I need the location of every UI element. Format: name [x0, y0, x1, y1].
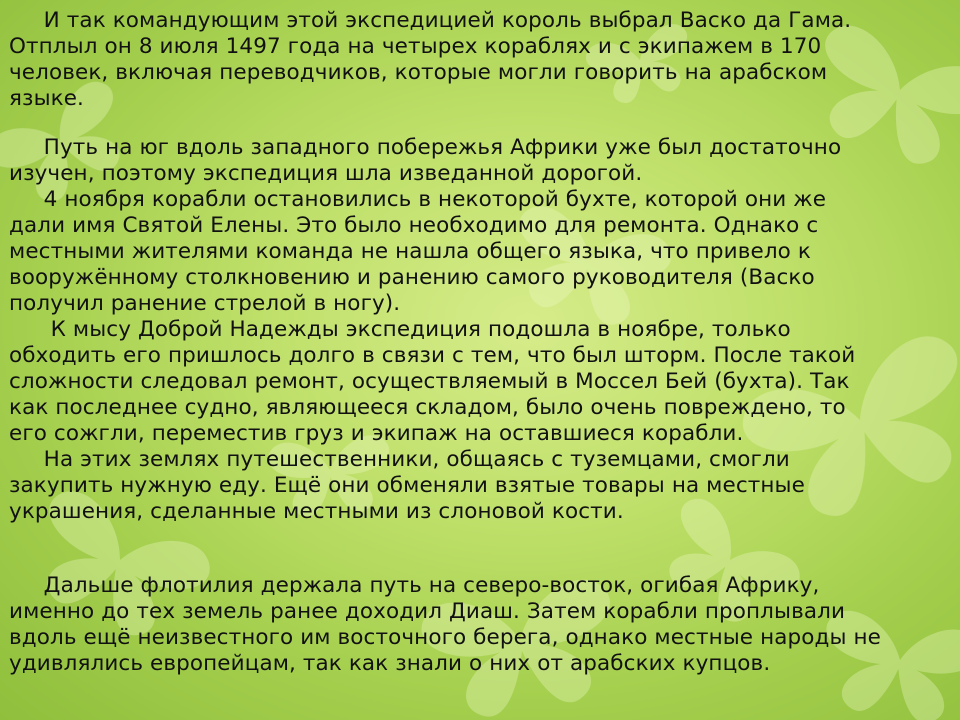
text-line: его сожгли, переместив груз и экипаж на оставшиеся корабли.	[9, 421, 744, 446]
text-line: закупить нужную еду. Ещё они обменяли взятые товары на местные	[9, 473, 805, 498]
paragraph-intro	[9, 8, 851, 112]
text-line: И так командующим этой экспедицией король выбрал Васко да Гама.	[9, 8, 852, 33]
text-line: украшения, сделанные местными из слоновой кости.	[9, 499, 624, 524]
text-line: как последнее судно, являющееся складом, было очень повреждено, то	[9, 395, 846, 420]
text-line: вооружённому столкновению и ранению самого руководителя (Васко	[9, 265, 815, 290]
text-line: местными жителями команда не нашла общего языка, что привело к	[9, 239, 811, 264]
text-line: Дальше флотилия держала путь на северо-восток, огибая Африку,	[9, 573, 820, 598]
text-line: На этих землях путешественники, общаясь с туземцами, смогли	[9, 447, 790, 472]
text-line: получил ранение стрелой в ногу).	[9, 291, 401, 316]
text-line: сложности следовал ремонт, осуществляемый в Моссел Бей (бухта). Так	[9, 369, 850, 394]
text-line: изучен, поэтому экспедиция шла изведанной дорогой.	[9, 161, 643, 186]
text-line: К мысу Доброй Надежды экспедиция подошла в ноябре, только	[9, 317, 791, 342]
paragraph-northeast	[9, 573, 881, 677]
paragraph-journey	[9, 135, 855, 525]
text-line: языке.	[9, 86, 84, 111]
text-line: вдоль ещё неизвестного им восточного берега, однако местные народы не	[9, 625, 881, 650]
text-line: дали имя Святой Елены. Это было необходимо для ремонта. Однако с	[9, 213, 819, 238]
text-line: 4 ноября корабли остановились в некоторой бухте, которой они же	[9, 187, 827, 212]
text-line: Путь на юг вдоль западного побережья Африки уже был достаточно	[9, 135, 842, 160]
text-line: Отплыл он 8 июля 1497 года на четырех кораблях и с экипажем в 170	[9, 34, 822, 59]
text-line: обходить его пришлось долго в связи с тем, что был шторм. После такой	[9, 343, 856, 368]
text-line: человек, включая переводчиков, которые могли говорить на арабском	[9, 60, 828, 85]
text-line: удивлялись европейцам, так как знали о них от арабских купцов.	[9, 651, 771, 676]
text-line: именно до тех земель ранее доходил Диаш. Затем корабли проплывали	[9, 599, 846, 624]
